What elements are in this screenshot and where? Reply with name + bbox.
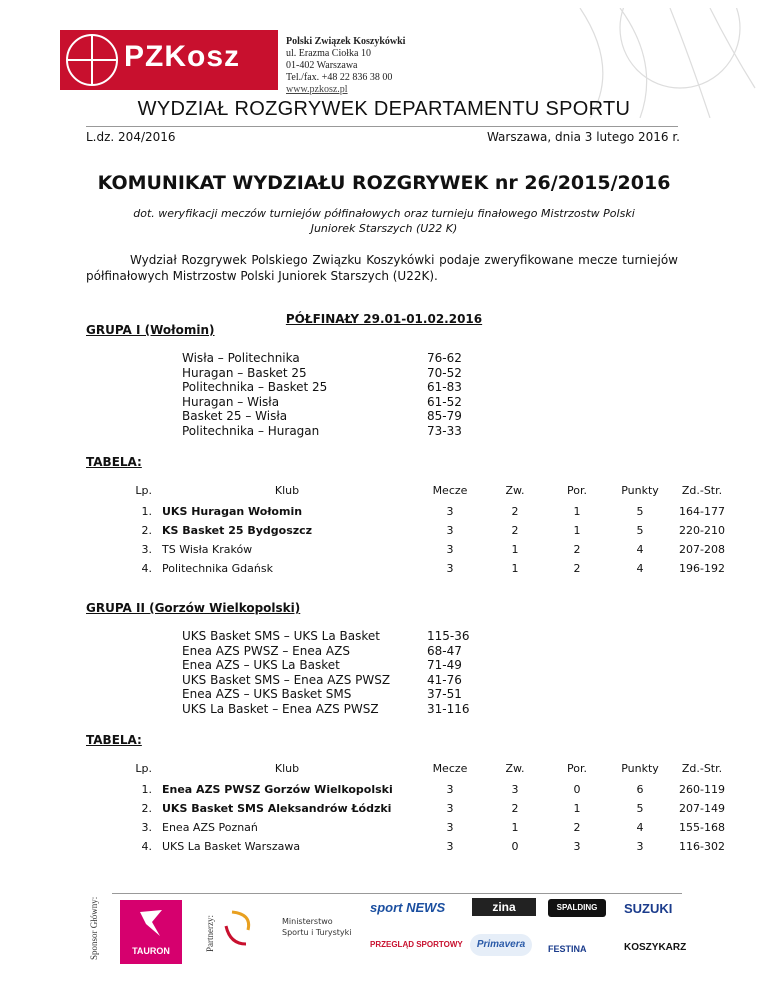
tauron-logo <box>120 900 182 964</box>
match-pair: UKS Basket SMS – UKS La Basket <box>182 629 380 643</box>
festina-logo: FESTINA <box>548 944 587 954</box>
header-wins: Zw. <box>505 761 525 775</box>
group-2-matches <box>182 629 390 717</box>
match-score: 37-51 <box>427 687 462 702</box>
ministry-emblem-icon <box>222 908 258 950</box>
row-wins: 1 <box>511 821 519 834</box>
row-points: 5 <box>636 505 644 518</box>
table-row <box>113 837 732 856</box>
row-points: 3 <box>636 840 644 853</box>
row-games: 3 <box>446 524 454 537</box>
row-wins: 2 <box>511 505 519 518</box>
document-date: Warszawa, dnia 3 lutego 2016 r. <box>486 130 680 144</box>
document-subtitle <box>100 206 668 236</box>
row-wins: 3 <box>511 783 519 796</box>
row-score-diff: 207-149 <box>679 802 725 815</box>
row-games: 3 <box>446 562 454 575</box>
table-row <box>113 780 732 799</box>
group-1-matches <box>182 351 327 439</box>
group-1-table-label: TABELA: <box>86 455 142 469</box>
primavera-logo: Primavera <box>470 934 532 956</box>
row-score-diff: 155-168 <box>679 821 725 834</box>
row-losses: 1 <box>573 802 581 815</box>
row-wins: 0 <box>511 840 519 853</box>
match-score: 76-62 <box>427 351 462 365</box>
department-header: WYDZIAŁ ROZGRYWEK DEPARTAMENTU SPORTU <box>137 98 631 120</box>
row-lp: 4. <box>141 840 152 853</box>
header-games: Mecze <box>432 761 468 775</box>
match-pair: UKS La Basket – Enea AZS PWSZ <box>182 701 379 716</box>
match-score: 61-83 <box>427 380 462 395</box>
org-name: Polski Związek Koszykówki <box>286 36 406 47</box>
row-club: UKS La Basket Warszawa <box>162 840 301 853</box>
document-title: KOMUNIKAT WYDZIAŁU ROZGRYWEK nr 26/2015/2016 <box>97 172 671 194</box>
match-pair: Huragan – Wisła <box>182 394 280 409</box>
ministry-line-1: Ministerstwo <box>282 917 333 926</box>
match-score: 31-116 <box>427 701 470 716</box>
subtitle-line-1: dot. weryfikacji meczów turniejów półfinałowych oraz turnieju finałowego Mistrzostw Polski <box>133 207 635 220</box>
row-losses: 2 <box>573 562 581 575</box>
sport-news-logo: sport NEWS <box>370 900 446 915</box>
row-losses: 0 <box>573 783 581 796</box>
header-points: Punkty <box>621 761 659 775</box>
match-score: 70-52 <box>427 365 462 380</box>
group-2-table-label: TABELA: <box>86 733 142 747</box>
row-club: Politechnika Gdańsk <box>162 562 273 575</box>
header-club: Klub <box>274 483 300 497</box>
row-points: 4 <box>636 821 644 834</box>
row-games: 3 <box>446 821 454 834</box>
match-pair: Wisła – Politechnika <box>182 351 300 365</box>
header-losses: Por. <box>567 483 587 497</box>
header-divider <box>86 126 678 127</box>
row-games: 3 <box>446 505 454 518</box>
match-pair: Enea AZS – UKS Basket SMS <box>182 687 352 702</box>
row-losses: 1 <box>573 505 581 518</box>
table-row <box>113 559 732 578</box>
zina-logo: zina <box>472 898 536 916</box>
row-lp: 2. <box>141 802 152 815</box>
match-score: 68-47 <box>427 643 462 658</box>
group-1-scores <box>427 351 462 439</box>
pzkosz-logo <box>60 30 278 90</box>
row-points: 5 <box>636 802 644 815</box>
match-pair: Huragan – Basket 25 <box>182 365 307 380</box>
website-link[interactable]: www.pzkosz.pl <box>286 84 348 95</box>
przeglad-sportowy-logo: PRZEGLĄD SPORTOWY <box>370 940 463 949</box>
ministry-text <box>282 916 352 938</box>
basketball-icon <box>66 34 118 86</box>
address-line-2: 01-402 Warszawa <box>286 60 358 71</box>
match-pair: Enea AZS – UKS La Basket <box>182 658 340 673</box>
group-2-standings-table <box>113 756 732 856</box>
row-losses: 1 <box>573 524 581 537</box>
row-wins: 1 <box>511 543 519 556</box>
row-wins: 2 <box>511 524 519 537</box>
footer-divider <box>112 893 682 894</box>
tauron-text: TAURON <box>132 946 170 956</box>
row-score-diff: 196-192 <box>679 562 725 575</box>
group-2-scores <box>427 629 470 717</box>
tauron-mark-icon <box>138 908 164 938</box>
table-row <box>113 540 732 559</box>
table-row <box>113 502 732 521</box>
match-score: 71-49 <box>427 658 462 673</box>
row-games: 3 <box>446 543 454 556</box>
row-losses: 2 <box>573 543 581 556</box>
header-games: Mecze <box>432 483 468 497</box>
header-lp: Lp. <box>135 761 152 775</box>
row-losses: 3 <box>573 840 581 853</box>
main-sponsor-label: Sponsor Główny: <box>89 896 99 960</box>
row-points: 6 <box>636 783 644 796</box>
match-pair: Enea AZS PWSZ – Enea AZS <box>182 643 350 658</box>
phone: Tel./fax. +48 22 836 38 00 <box>286 72 393 83</box>
contact-block <box>286 36 405 96</box>
koszykarz-logo: KOSZYKARZ <box>624 942 687 953</box>
row-points: 4 <box>636 562 644 575</box>
suzuki-logo: SUZUKI <box>624 901 673 916</box>
row-score-diff: 164-177 <box>679 505 725 518</box>
semifinals-heading: PÓŁFINAŁY 29.01-01.02.2016 <box>285 312 483 326</box>
header-wins: Zw. <box>505 483 525 497</box>
address-line-1: ul. Erazma Ciołka 10 <box>286 48 371 59</box>
row-lp: 2. <box>141 524 152 537</box>
group-1-standings-table <box>113 478 732 578</box>
row-club: UKS Huragan Wołomin <box>162 505 303 518</box>
row-games: 3 <box>446 840 454 853</box>
header-points: Punkty <box>621 483 659 497</box>
ministry-line-2: Sportu i Turystyki <box>282 928 352 937</box>
group-1-heading: GRUPA I (Wołomin) <box>86 323 215 337</box>
row-score-diff: 207-208 <box>679 543 725 556</box>
row-games: 3 <box>446 783 454 796</box>
row-points: 4 <box>636 543 644 556</box>
row-wins: 1 <box>511 562 519 575</box>
partners-label: Partnerzy: <box>205 915 215 952</box>
row-lp: 4. <box>141 562 152 575</box>
row-lp: 3. <box>141 821 152 834</box>
table-row <box>113 521 732 540</box>
table-row <box>113 818 732 837</box>
header-lp: Lp. <box>135 483 152 497</box>
match-score: 41-76 <box>427 672 462 687</box>
row-wins: 2 <box>511 802 519 815</box>
row-score-diff: 116-302 <box>679 840 725 853</box>
match-score: 85-79 <box>427 409 462 424</box>
row-club: UKS Basket SMS Aleksandrów Łódzki <box>162 802 392 815</box>
match-pair: Politechnika – Basket 25 <box>182 380 328 395</box>
reference-number: L.dz. 204/2016 <box>86 130 176 144</box>
group-2-heading: GRUPA II (Gorzów Wielkopolski) <box>86 601 301 615</box>
row-lp: 3. <box>141 543 152 556</box>
row-club: Enea AZS Poznań <box>162 821 258 834</box>
header-club: Klub <box>274 761 300 775</box>
row-score-diff: 260-119 <box>679 783 725 796</box>
row-score-diff: 220-210 <box>679 524 725 537</box>
intro-paragraph: Wydział Rozgrywek Polskiego Związku Koszykówki podaje zweryfikowane mecze turniejów półfinałowych Mistrzostw Polski Juniorek Starszych (U22K). <box>86 253 678 283</box>
match-score: 115-36 <box>427 629 470 643</box>
header-score-diff: Zd.-Str. <box>681 761 723 775</box>
header-losses: Por. <box>567 761 587 775</box>
match-score: 73-33 <box>427 423 462 438</box>
row-club: TS Wisła Kraków <box>162 543 253 556</box>
table-header-row <box>113 756 732 780</box>
table-header-row <box>113 478 732 502</box>
match-score: 61-52 <box>427 394 462 409</box>
row-games: 3 <box>446 802 454 815</box>
row-lp: 1. <box>141 783 152 796</box>
match-pair: Basket 25 – Wisła <box>182 409 288 424</box>
row-club: Enea AZS PWSZ Gorzów Wielkopolski <box>162 783 393 796</box>
spalding-logo: SPALDING <box>548 899 606 917</box>
match-pair: Politechnika – Huragan <box>182 423 320 438</box>
row-club: KS Basket 25 Bydgoszcz <box>162 524 313 537</box>
row-points: 5 <box>636 524 644 537</box>
row-lp: 1. <box>141 505 152 518</box>
header-score-diff: Zd.-Str. <box>681 483 723 497</box>
subtitle-line-2: Juniorek Starszych (U22 K) <box>310 222 458 235</box>
logo-brand-text: PZKosz <box>124 40 241 73</box>
match-pair: UKS Basket SMS – Enea AZS PWSZ <box>182 672 391 687</box>
row-losses: 2 <box>573 821 581 834</box>
table-row <box>113 799 732 818</box>
